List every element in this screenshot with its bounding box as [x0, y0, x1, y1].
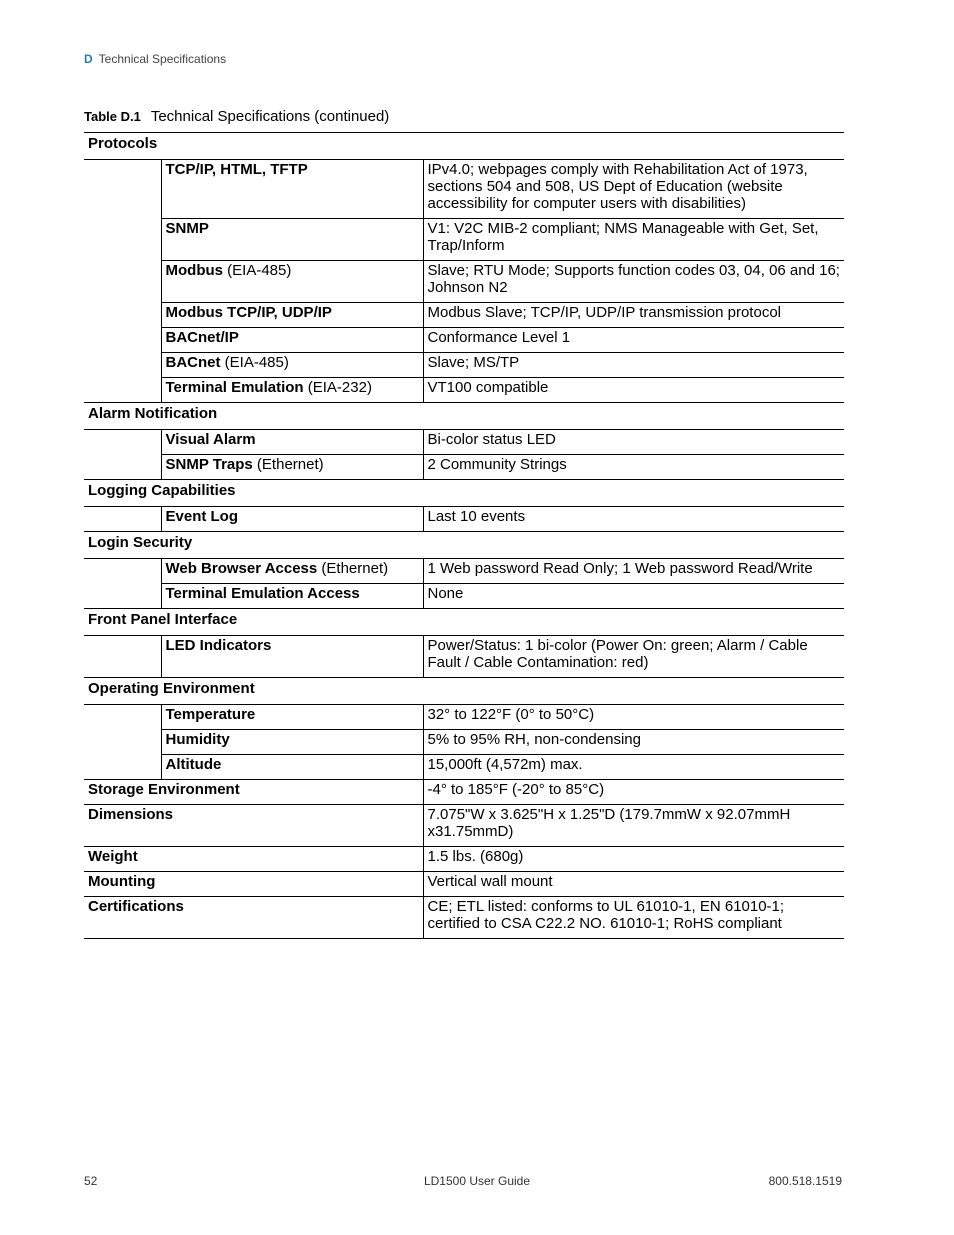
spec-value: 2 Community Strings	[427, 456, 567, 473]
section-heading: Operating Environment	[88, 680, 255, 697]
spec-row	[84, 455, 844, 480]
running-header-title: Technical Specifications	[98, 52, 227, 66]
spec-row	[84, 219, 844, 261]
footer-phone: 800.518.1519	[768, 1174, 842, 1188]
spec-name	[162, 559, 423, 583]
page-number: 52	[84, 1174, 98, 1188]
spec-name	[162, 705, 423, 729]
spec-name-bold: Temperature	[165, 706, 256, 723]
spec-name: Certifications	[88, 898, 184, 915]
section-row	[84, 532, 844, 559]
spec-name	[162, 730, 423, 754]
spec-value: Vertical wall mount	[427, 873, 553, 890]
spec-value: Power/Status: 1 bi-color (Power On: green; Alarm / Cable Fault / Cable Contamination: red)	[427, 637, 808, 671]
section-row	[84, 480, 844, 507]
spec-name-bold: Modbus	[165, 262, 223, 279]
spec-value: Slave; MS/TP	[427, 354, 520, 371]
spec-name	[162, 430, 423, 454]
spec-name	[162, 219, 423, 243]
spec-row	[84, 584, 844, 609]
spec-value: Conformance Level 1	[427, 329, 571, 346]
spec-table	[84, 132, 844, 939]
spec-name	[162, 378, 423, 402]
spec-row	[84, 160, 844, 219]
section-row	[84, 403, 844, 430]
spec-name	[162, 328, 423, 352]
spec-name-qualifier: (Ethernet)	[317, 560, 389, 577]
spec-name-bold: SNMP Traps	[165, 456, 253, 473]
spec-row	[84, 353, 844, 378]
spec-row	[84, 755, 844, 780]
spec-name-bold: Modbus TCP/IP, UDP/IP	[165, 304, 332, 321]
spec-value: 15,000ft (4,572m) max.	[427, 756, 583, 773]
spec-name-bold: BACnet/IP	[165, 329, 239, 346]
spec-name-qualifier: (Ethernet)	[252, 456, 324, 473]
spec-row	[84, 872, 844, 897]
spec-row	[84, 847, 844, 872]
spec-value: 1 Web password Read Only; 1 Web password Read/Write	[427, 560, 813, 577]
spec-value: 1.5 lbs. (680g)	[427, 848, 524, 865]
table-caption-label: Table D.1	[84, 109, 141, 124]
footer-guide-title: LD1500 User Guide	[423, 1174, 531, 1188]
spec-value: 7.075"W x 3.625"H x 1.25"D (179.7mmW x 92.07mmH x31.75mmD)	[427, 806, 791, 840]
spec-name-qualifier: (EIA-485)	[220, 354, 289, 371]
spec-value: Bi-color status LED	[427, 431, 556, 448]
spec-row	[84, 897, 844, 939]
section-row	[84, 678, 844, 705]
section-row	[84, 133, 844, 160]
spec-value: None	[427, 585, 464, 602]
spec-name	[162, 636, 423, 660]
appendix-letter: D	[84, 52, 93, 66]
spec-name-bold: Web Browser Access	[165, 560, 318, 577]
spec-row	[84, 730, 844, 755]
spec-name: Storage Environment	[88, 781, 240, 798]
spec-row	[84, 430, 844, 455]
spec-row	[84, 636, 844, 678]
spec-name: Weight	[88, 848, 138, 865]
spec-name-qualifier: (EIA-232)	[303, 379, 372, 396]
section-row	[84, 609, 844, 636]
spec-name	[162, 303, 423, 327]
section-heading: Alarm Notification	[88, 405, 218, 422]
running-header	[84, 52, 226, 66]
spec-name-bold: Terminal Emulation Access	[165, 585, 360, 602]
table-caption-text: Technical Specifications (continued)	[150, 108, 390, 125]
spec-value: V1: V2C MIB-2 compliant; NMS Manageable with Get, Set, Trap/Inform	[427, 220, 819, 254]
spec-row	[84, 378, 844, 403]
section-heading: Login Security	[88, 534, 193, 551]
spec-value: 5% to 95% RH, non-condensing	[427, 731, 641, 748]
spec-name-bold: SNMP	[165, 220, 209, 237]
spec-name-bold: BACnet	[165, 354, 221, 371]
spec-name-bold: Visual Alarm	[165, 431, 256, 448]
spec-row	[84, 507, 844, 532]
spec-row	[84, 328, 844, 353]
spec-name	[162, 755, 423, 779]
spec-row	[84, 261, 844, 303]
spec-name-bold: Event Log	[165, 508, 239, 525]
spec-value: Last 10 events	[427, 508, 526, 525]
spec-value: CE; ETL listed: conforms to UL 61010-1, EN 61010-1; certified to CSA C22.2 NO. 61010-1; RoHS compliant	[427, 898, 785, 932]
spec-name	[162, 353, 423, 377]
spec-name: Mounting	[88, 873, 156, 890]
spec-row	[84, 705, 844, 730]
spec-value: Slave; RTU Mode; Supports function codes 03, 04, 06 and 16; Johnson N2	[427, 262, 840, 296]
spec-value: IPv4.0; webpages comply with Rehabilitation Act of 1973, sections 504 and 508, US Dept of Education (website accessibility for computer users with disabilities)	[427, 161, 808, 212]
spec-name-bold: TCP/IP, HTML, TFTP	[165, 161, 308, 178]
spec-name-qualifier: (EIA-485)	[223, 262, 292, 279]
spec-name	[162, 455, 423, 479]
section-heading: Logging Capabilities	[88, 482, 236, 499]
section-heading: Front Panel Interface	[88, 611, 238, 628]
section-heading: Protocols	[88, 135, 158, 152]
spec-value: -4° to 185°F (-20° to 85°C)	[427, 781, 605, 798]
spec-name	[162, 507, 423, 531]
spec-name-bold: LED Indicators	[165, 637, 272, 654]
spec-name-bold: Terminal Emulation	[165, 379, 304, 396]
spec-name	[162, 584, 423, 608]
spec-name-bold: Altitude	[165, 756, 222, 773]
spec-value: Modbus Slave; TCP/IP, UDP/IP transmission protocol	[427, 304, 781, 321]
spec-name	[162, 160, 423, 184]
spec-row	[84, 780, 844, 805]
spec-row	[84, 303, 844, 328]
spec-row	[84, 559, 844, 584]
spec-value: VT100 compatible	[427, 379, 549, 396]
spec-value: 32° to 122°F (0° to 50°C)	[427, 706, 595, 723]
spec-name	[162, 261, 423, 285]
spec-name: Dimensions	[88, 806, 174, 823]
spec-row	[84, 805, 844, 847]
table-caption	[84, 108, 389, 125]
spec-name-bold: Humidity	[165, 731, 230, 748]
